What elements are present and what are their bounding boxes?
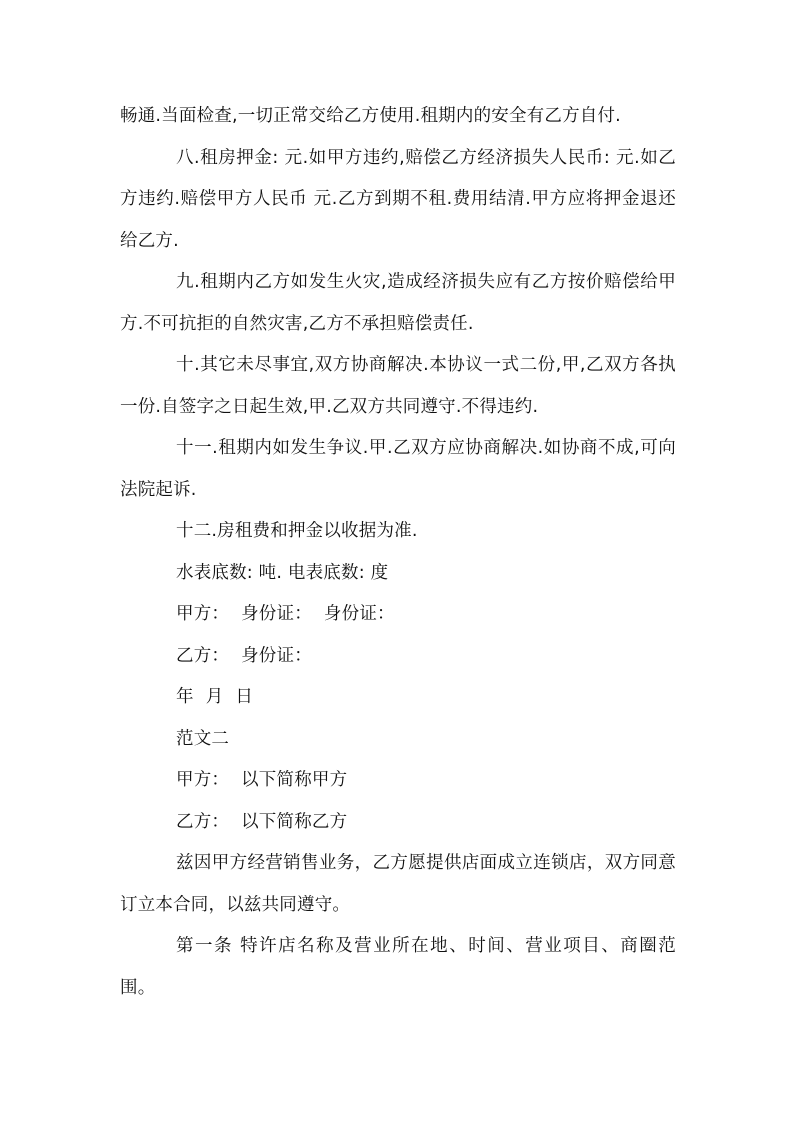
party-b-label: 乙方： bbox=[176, 645, 230, 666]
meter-readings-line bbox=[120, 553, 676, 595]
clause-twelve-receipts: 十二.房租费和押金以收据为准. bbox=[176, 521, 418, 541]
party-b-short-line bbox=[120, 802, 676, 844]
clause-nine-fire: 九.租期内乙方如发生火灾,造成经济损失应有乙方按价赔偿给甲方.不可抗拒的自然灾害,乙方不承担赔偿责任. bbox=[120, 272, 676, 334]
party-a-short-line bbox=[120, 760, 676, 802]
water-meter-label: 水表底数: bbox=[176, 562, 253, 583]
party-a-label: 甲方： bbox=[176, 604, 230, 624]
party-b-short-desc: 以下简称乙方 bbox=[241, 811, 348, 832]
party-a-short-label: 甲方： bbox=[176, 770, 230, 790]
date-year: 年 bbox=[176, 687, 194, 707]
sample-two-heading: 范文二 bbox=[176, 728, 230, 749]
party-b-signature-line bbox=[120, 636, 676, 678]
party-b-short-label: 乙方： bbox=[176, 811, 230, 832]
party-a-id-label-2: 身份证： bbox=[323, 604, 395, 624]
water-meter-unit: 吨. bbox=[258, 562, 283, 583]
clause-eleven-disputes: 十一.租期内如发生争议.甲.乙双方应协商解决.如协商不成,可向法院起诉. bbox=[120, 438, 676, 500]
paragraph-continuation: 畅通.当面检查,一切正常交给乙方使用.租期内的安全有乙方自付. bbox=[120, 106, 621, 126]
party-a-short-desc: 以下简称甲方 bbox=[241, 770, 348, 790]
contract-preamble: 兹因甲方经营销售业务，乙方愿提供店面成立连锁店，双方同意订立本合同，以兹共同遵守。 bbox=[120, 853, 676, 915]
clause-eight-deposit: 八.租房押金: 元.如甲方违约,赔偿乙方经济损失人民币: 元.如乙方违约.赔偿甲方人民币 元.乙方到期不租.费用结清.甲方应将押金退还给乙方. bbox=[120, 147, 676, 251]
contract-body bbox=[120, 96, 676, 1009]
party-a-signature-line bbox=[120, 594, 676, 636]
party-a-id-label: 身份证： bbox=[241, 604, 312, 624]
article-one: 第一条 特许店名称及营业所在地、时间、营业项目、商圈范围。 bbox=[120, 936, 676, 998]
clause-ten-other-matters: 十.其它未尽事宜,双方协商解决.本协议一式二份,甲,乙双方各执一份.自签字之日起生效,甲.乙双方共同遵守.不得违约. bbox=[120, 355, 676, 417]
date-line bbox=[120, 677, 676, 719]
date-day: 日 bbox=[235, 687, 254, 707]
date-month: 月 bbox=[205, 687, 224, 707]
electric-meter-unit: 度 bbox=[370, 562, 389, 583]
party-b-id-label: 身份证： bbox=[241, 645, 312, 666]
electric-meter-label: 电表底数: bbox=[287, 562, 365, 583]
